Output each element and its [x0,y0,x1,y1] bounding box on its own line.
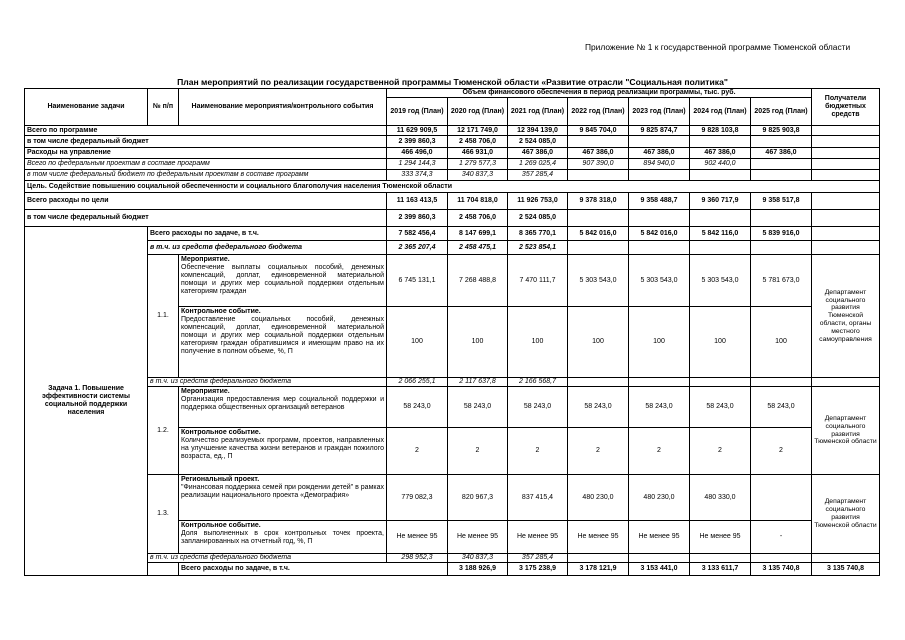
table-row [25,475,880,521]
header-num: № п/п [148,89,179,126]
control-text: Количество реализуемых программ, проектов, направленных на улучшение качества жизни ветеранов и граждан пожилого возраста, ед., П [181,437,384,461]
cell-value: - [751,521,812,554]
cell-value: 5 781 673,0 [751,255,812,307]
cell-value: 467 386,0 [508,148,568,159]
cell-value [690,554,751,563]
cell-value [690,136,751,148]
cell-value: 2 399 860,3 [387,210,448,227]
cell-value: 2 [690,428,751,475]
cell-value: 8 365 770,1 [508,227,568,241]
cell-value: 467 386,0 [568,148,629,159]
cell-value [629,170,690,181]
header-event: Наименование мероприятия/контрольного события [179,89,387,126]
cell-value: 357 285,4 [508,170,568,181]
cell-value: 58 243,0 [448,387,508,428]
cell-value: 3 188 926,9 [448,563,508,576]
cell-value: 58 243,0 [751,387,812,428]
cell-value [568,170,629,181]
cell-value [629,210,690,227]
cell-value: 5 842 016,0 [568,227,629,241]
cell-value: Не менее 95 [387,521,448,554]
cell-value [629,554,690,563]
cell-value: 12 171 749,0 [448,126,508,136]
control-text: Предоставление социальных пособий, денежных компенсаций, доплат, единовременной материальной помощи и других мер социальной поддержки отдельным категориям граждан обратившимся и имеющим право на их получение в полном объеме, %, П [181,316,384,356]
recipient: Департамент социального развития Тюменской области [812,475,880,554]
cell-value: 9 828 103,8 [690,126,751,136]
cell-value: 340 837,3 [448,170,508,181]
item-number: 1.3. [148,475,179,554]
plan-table [24,88,880,576]
cell-value: 2 [387,428,448,475]
cell-value: 2 365 207,4 [387,241,448,255]
cell-value: 2 166 568,7 [508,378,568,387]
cell-value [751,554,812,563]
row-label: Всего расходы по задаче, в т.ч. [148,227,387,241]
header-year: 2019 год (План) [387,98,448,126]
cell-value: 9 358 517,8 [751,193,812,210]
cell-value: 466 931,0 [448,148,508,159]
row-label: Всего расходы по цели [25,193,387,210]
cell-value: 2 458 706,0 [448,136,508,148]
cell-value: 7 268 488,8 [448,255,508,307]
cell-value: 9 825 874,7 [629,126,690,136]
cell-value: 357 285,4 [508,554,568,563]
cell-value: 3 178 121,9 [568,563,629,576]
control-event-description [179,521,387,554]
cell-value [751,241,812,255]
recipient: Департамент социального развития Тюменской области [812,387,880,475]
item-number: 1.1. [148,255,179,378]
cell-value: 100 [629,307,690,378]
cell-value: 480 230,0 [629,475,690,521]
cell-value: 837 415,4 [508,475,568,521]
cell-value: 467 386,0 [690,148,751,159]
row-label: Всего по федеральным проектам в составе программ [25,159,387,170]
cell-value: 907 390,0 [568,159,629,170]
event-description [179,387,387,428]
cell-value [568,210,629,227]
cell-value: 58 243,0 [508,387,568,428]
table-row [25,227,880,241]
cell-value: 11 926 753,0 [508,193,568,210]
cell-value: 11 163 413,5 [387,193,448,210]
cell-value: Не менее 95 [448,521,508,554]
cell-value: 58 243,0 [568,387,629,428]
cell-value: 100 [448,307,508,378]
cell-value: 2 066 255,1 [387,378,448,387]
cell-value: 5 303 543,0 [690,255,751,307]
cell-value: 779 082,3 [387,475,448,521]
cell-value [568,241,629,255]
header-year: 2020 год (План) [448,98,508,126]
cell-value [568,554,629,563]
header-task: Наименование задачи [25,89,148,126]
table-row [25,554,880,563]
event-text: Обеспечение выплаты социальных пособий, денежных компенсаций, доплат, единовременной материальной помощи и других мер социальной поддержки отдельным категориям граждан [181,264,384,296]
cell-value: 12 394 139,0 [508,126,568,136]
table-row [25,378,880,387]
cell-value: 3 175 238,9 [508,563,568,576]
cell-value: 100 [690,307,751,378]
cell-value: 9 358 488,7 [629,193,690,210]
event-heading: Мероприятие. [181,388,230,396]
cell-value [629,378,690,387]
table-row [25,210,880,227]
control-heading: Контрольное событие. [181,429,261,437]
cell-value: 3 153 441,0 [629,563,690,576]
event-text: Организация предоставления мер социальной поддержки и поддержка общественных организаций ветеранов [181,396,384,412]
cell-value: 11 704 818,0 [448,193,508,210]
cell-value: 2 [751,428,812,475]
cell-value: 2 117 637,8 [448,378,508,387]
cell-value [690,210,751,227]
header-year: 2024 год (План) [690,98,751,126]
cell-value [629,241,690,255]
cell-value: 2 [448,428,508,475]
table-row [25,241,880,255]
cell-value: 2 [629,428,690,475]
header-volume: Объем финансового обеспечения в период реализации программы, тыс. руб. [387,89,812,98]
cell-value: 467 386,0 [629,148,690,159]
control-text: Доля выполненных в срок контрольных точек проекта, запланированных на отчетный год, %, П [181,530,384,546]
cell-value: 1 279 577,3 [448,159,508,170]
cell-value: Не менее 95 [629,521,690,554]
table-row [25,170,880,181]
cell-value: Не менее 95 [508,521,568,554]
row-label: в т.ч. из средств федерального бюджета [148,378,387,387]
cell-value: 5 842 116,0 [690,227,751,241]
cell-value: 5 842 016,0 [629,227,690,241]
cell-value [690,170,751,181]
header-year: 2023 год (План) [629,98,690,126]
event-heading: Региональный проект. [181,476,260,484]
cell-value: 3 133 611,7 [690,563,751,576]
cell-value: 7 470 111,7 [508,255,568,307]
header-recipients: Получатели бюджетных средств [812,89,880,126]
header-year: 2022 год (План) [568,98,629,126]
row-label: Расходы на управление [25,148,387,159]
cell-value: 480 330,0 [690,475,751,521]
cell-value: 298 952,3 [387,554,448,563]
cell-value: 58 243,0 [629,387,690,428]
cell-value: 2 524 085,0 [508,210,568,227]
event-description [179,255,387,307]
task-name: Задача 1. Повышение эффективности системы социальной поддержки населения [25,227,148,576]
event-heading: Мероприятие. [181,256,230,264]
table-row [25,193,880,210]
cell-value: 2 524 085,0 [508,136,568,148]
cell-value: 9 378 318,0 [568,193,629,210]
cell-value [568,378,629,387]
table-row [25,136,880,148]
table-row [25,159,880,170]
cell-value [751,210,812,227]
cell-value: Не менее 95 [568,521,629,554]
cell-value: 5 839 916,0 [751,227,812,241]
table-row [25,148,880,159]
cell-value [751,475,812,521]
table-row [25,387,880,428]
cell-value: 480 230,0 [568,475,629,521]
row-label: Всего по программе [25,126,387,136]
goal-title: Цель. Содействие повышению социальной обеспеченности и социального благополучия населения Тюменской области [25,181,880,193]
cell-value: 2 458 475,1 [448,241,508,255]
cell-value: 340 837,3 [448,554,508,563]
cell-value: 9 360 717,9 [690,193,751,210]
cell-value: 894 940,0 [629,159,690,170]
goal-row [25,181,880,193]
cell-value: 11 629 909,5 [387,126,448,136]
cell-value: 820 967,3 [448,475,508,521]
control-heading: Контрольное событие. [181,308,261,316]
cell-value: 58 243,0 [387,387,448,428]
annex-note: Приложение № 1 к государственной программе Тюменской области [585,42,851,52]
cell-value: 333 374,3 [387,170,448,181]
cell-value: 6 745 131,1 [387,255,448,307]
cell-value: 1 269 025,4 [508,159,568,170]
cell-value: 2 [508,428,568,475]
cell-value: 3 135 740,8 [751,563,812,576]
row-label: в том числе федеральный бюджет [25,136,387,148]
cell-value: 2 [568,428,629,475]
cell-value [568,136,629,148]
table-row [25,126,880,136]
row-label: в том числе федеральный бюджет по федеральным проектам в составе программ [25,170,387,181]
cell-value: Не менее 95 [690,521,751,554]
cell-value [751,136,812,148]
item-number: 1.2. [148,387,179,475]
cell-value [751,170,812,181]
row-label: Всего расходы по задаче, в т.ч. [179,563,448,576]
cell-value: 466 496,0 [387,148,448,159]
header-year: 2025 год (План) [751,98,812,126]
cell-value: 5 303 543,0 [629,255,690,307]
cell-value: 1 294 144,3 [387,159,448,170]
cell-value: 9 825 903,8 [751,126,812,136]
cell-value [690,241,751,255]
cell-value: 2 458 706,0 [448,210,508,227]
cell-value: 100 [751,307,812,378]
recipient: Департамент социального развития Тюменской области, органы местного самоуправления [812,255,880,378]
cell-value: 9 845 704,0 [568,126,629,136]
cell-value: 902 440,0 [690,159,751,170]
cell-value: 7 582 456,4 [387,227,448,241]
cell-value: 2 523 854,1 [508,241,568,255]
cell-value [690,378,751,387]
cell-value: 3 135 740,8 [812,563,880,576]
row-label: в т.ч. из средств федерального бюджета [148,554,387,563]
control-event-description [179,428,387,475]
control-heading: Контрольное событие. [181,522,261,530]
cell-value [751,159,812,170]
cell-value: 100 [568,307,629,378]
cell-value: 2 399 860,3 [387,136,448,148]
cell-value: 100 [387,307,448,378]
event-description [179,475,387,521]
cell-value: 100 [508,307,568,378]
event-text: "Финансовая поддержка семей при рождении детей" в рамках реализации национального проекта «Демография» [181,484,384,500]
cell-value [629,136,690,148]
row-label: в том числе федеральный бюджет [25,210,387,227]
header-year: 2021 год (План) [508,98,568,126]
cell-value: 8 147 699,1 [448,227,508,241]
cell-value: 58 243,0 [690,387,751,428]
table-row [25,255,880,307]
table-row [25,563,880,576]
cell-value [751,378,812,387]
control-event-description [179,307,387,378]
document-title: План мероприятий по реализации государственной программы Тюменской области «Развитие отрасли "Социальная политика" [177,77,728,87]
cell-value: 467 386,0 [751,148,812,159]
cell-value: 5 303 543,0 [568,255,629,307]
row-label: в т.ч. из средств федерального бюджета [148,241,387,255]
